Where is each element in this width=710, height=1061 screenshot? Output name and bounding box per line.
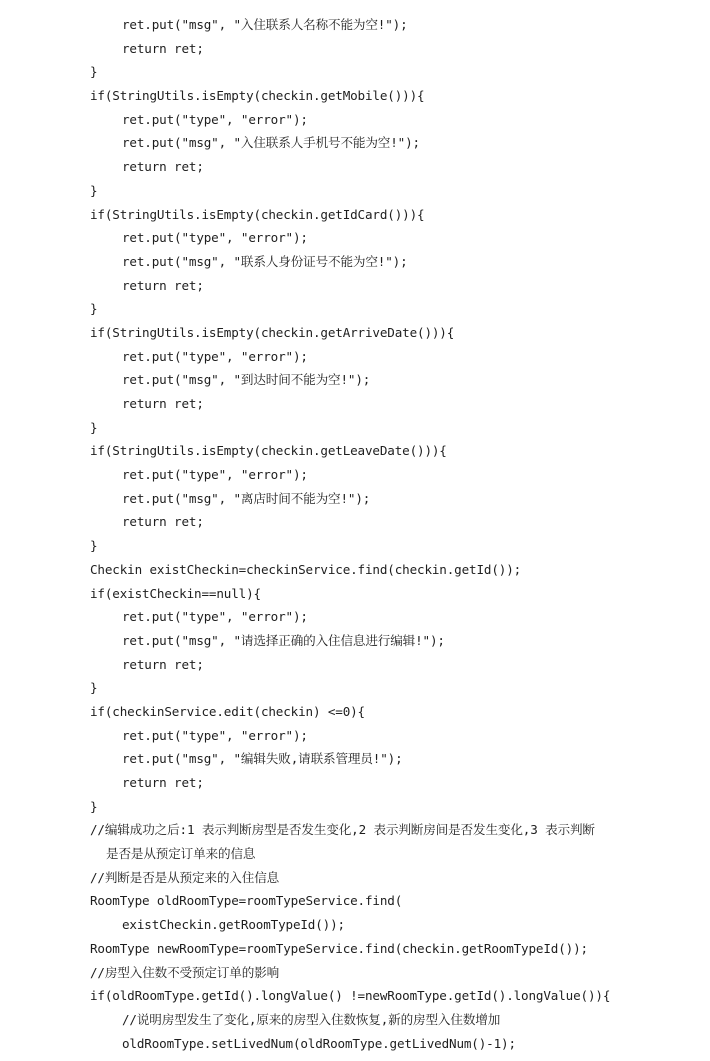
code-line: ret.put("type", "error"); bbox=[122, 348, 308, 364]
code-line: } bbox=[90, 419, 98, 435]
code-line: } bbox=[90, 64, 98, 80]
code-line: return ret; bbox=[122, 159, 204, 175]
code-line: if(checkinService.edit(checkin) <=0){ bbox=[90, 703, 365, 719]
code-line: RoomType newRoomType=roomTypeService.find(checkin.getRoomTypeId()); bbox=[90, 940, 588, 956]
code-line: existCheckin.getRoomTypeId()); bbox=[122, 917, 345, 933]
code-line: } bbox=[90, 301, 98, 317]
code-line: return ret; bbox=[122, 775, 204, 790]
code-line: ret.put("msg", "编辑失败,请联系管理员!"); bbox=[122, 751, 403, 767]
code-comment: //说明房型发生了变化,原来的房型入住数恢复,新的房型入住数增加 bbox=[122, 1011, 501, 1027]
code-line: ret.put("type", "error"); bbox=[122, 111, 308, 127]
code-line: if(StringUtils.isEmpty(checkin.getLeaveDate())){ bbox=[90, 443, 447, 459]
code-line: ret.put("type", "error"); bbox=[122, 609, 308, 625]
code-comment: //房型入住数不受预定订单的影响 bbox=[90, 964, 280, 980]
code-listing bbox=[0, 13, 710, 1055]
code-line: if(StringUtils.isEmpty(checkin.getMobile())){ bbox=[90, 88, 425, 104]
code-line: } bbox=[90, 680, 98, 696]
code-line: ret.put("type", "error"); bbox=[122, 727, 308, 743]
code-comment: //编辑成功之后:1 表示判断房型是否发生变化,2 表示判断房间是否发生变化,3 表示判断 bbox=[90, 822, 595, 838]
code-line: ret.put("msg", "入住联系人名称不能为空!"); bbox=[122, 17, 408, 32]
code-line: ret.put("msg", "联系人身份证号不能为空!"); bbox=[122, 253, 408, 269]
code-comment: //判断是否是从预定来的入住信息 bbox=[90, 869, 280, 885]
code-line: if(oldRoomType.getId().longValue() !=newRoomType.getId().longValue()){ bbox=[90, 988, 611, 1004]
code-line: if(StringUtils.isEmpty(checkin.getIdCard())){ bbox=[90, 206, 425, 222]
code-line: } bbox=[90, 798, 98, 814]
code-line: ret.put("msg", "请选择正确的入住信息进行编辑!"); bbox=[122, 632, 445, 648]
code-line: Checkin existCheckin=checkinService.find(checkin.getId()); bbox=[90, 561, 522, 577]
code-line: ret.put("msg", "入住联系人手机号不能为空!"); bbox=[122, 135, 420, 151]
code-line: ret.put("type", "error"); bbox=[122, 230, 308, 246]
code-line: return ret; bbox=[122, 396, 204, 411]
code-line: return ret; bbox=[122, 277, 204, 293]
code-line: ret.put("msg", "到达时间不能为空!"); bbox=[122, 372, 371, 388]
code-line: ret.put("msg", "离店时间不能为空!"); bbox=[122, 490, 371, 506]
code-line: return ret; bbox=[122, 514, 204, 530]
code-line: ret.put("type", "error"); bbox=[122, 467, 308, 483]
code-comment: 是否是从预定订单来的信息 bbox=[106, 846, 256, 862]
code-line: return ret; bbox=[122, 656, 204, 672]
code-line: oldRoomType.setLivedNum(oldRoomType.getLivedNum()-1); bbox=[122, 1035, 516, 1051]
code-line: } bbox=[90, 182, 98, 198]
code-line: RoomType oldRoomType=roomTypeService.find( bbox=[90, 893, 403, 909]
code-line: } bbox=[90, 538, 98, 554]
code-line: if(existCheckin==null){ bbox=[90, 585, 261, 601]
code-line: if(StringUtils.isEmpty(checkin.getArriveDate())){ bbox=[90, 324, 455, 340]
code-line: return ret; bbox=[122, 40, 204, 56]
